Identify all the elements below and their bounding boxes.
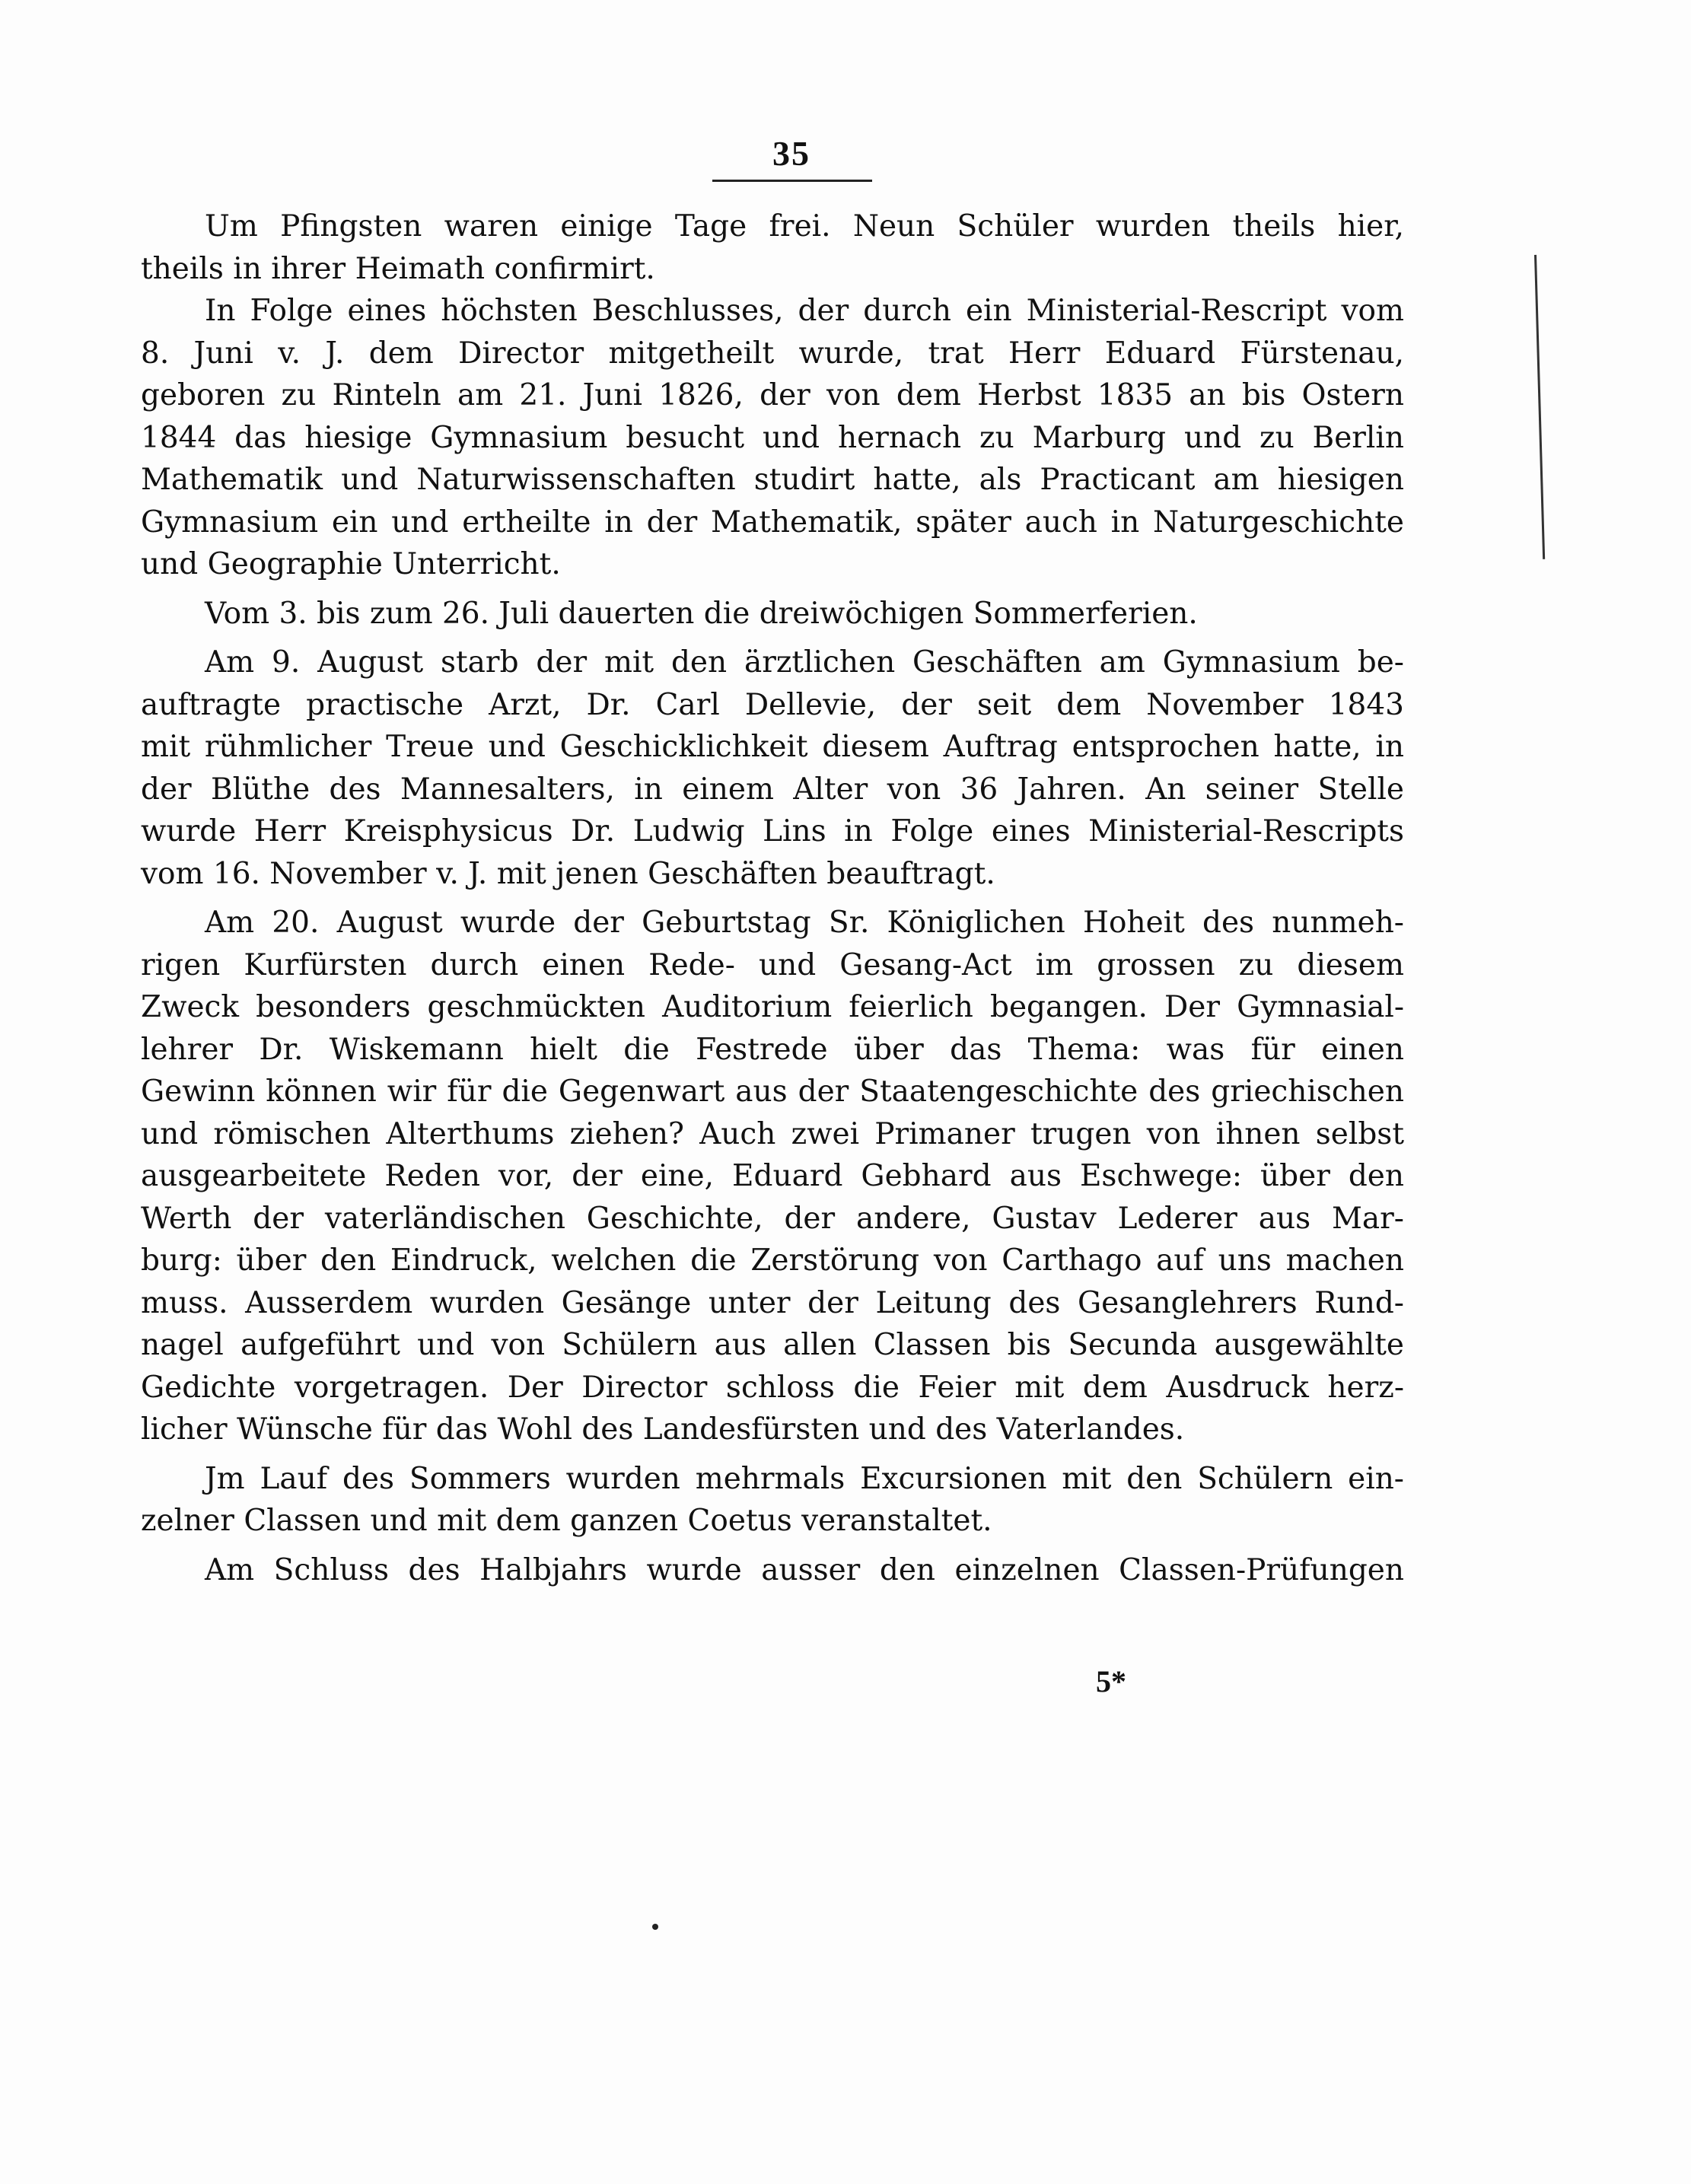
text-line: Am 20. August wurde der Geburtstag Sr. Königlichen Hoheit des nunmeh- bbox=[205, 906, 1404, 940]
text-line: Gymnasium ein und ertheilte in der Mathematik, später auch in Naturgeschichte bbox=[141, 505, 1404, 540]
text-line: der Blüthe des Mannesalters, in einem Alter von 36 Jahren. An seiner Stelle bbox=[141, 772, 1404, 807]
paragraph bbox=[141, 1549, 1404, 1592]
text-line: vom 16. November v. J. mit jenen Geschäften beauftragt. bbox=[141, 856, 995, 891]
paragraph bbox=[141, 593, 1404, 635]
paragraph bbox=[141, 642, 1404, 895]
paragraph-gap bbox=[141, 635, 1404, 642]
text-line: Gewinn können wir für die Gegenwart aus der Staatengeschichte des griechischen bbox=[141, 1074, 1404, 1109]
text-line: licher Wünsche für das Wohl des Landesfürsten und des Vaterlandes. bbox=[141, 1412, 1185, 1447]
text-line: Am 9. August starb der mit den ärztlichen Geschäften am Gymnasium be- bbox=[205, 645, 1404, 680]
paragraph bbox=[141, 902, 1404, 1451]
text-line: ausgearbeitete Reden vor, der eine, Eduard Gebhard aus Eschwege: über den bbox=[141, 1159, 1404, 1193]
text-line: Gedichte vorgetragen. Der Director schloss die Feier mit dem Ausdruck herz- bbox=[141, 1370, 1404, 1405]
paragraph-gap bbox=[141, 586, 1404, 593]
text-line: theils in ihrer Heimath confirmirt. bbox=[141, 251, 655, 286]
text-line: Zweck besonders geschmückten Auditorium feierlich begangen. Der Gymnasial- bbox=[141, 990, 1404, 1024]
ink-spot bbox=[652, 1924, 658, 1930]
text-line: mit rühmlicher Treue und Geschicklichkeit diesem Auftrag entsprochen hatte, in bbox=[141, 730, 1404, 764]
text-line: Um Pfingsten waren einige Tage frei. Neun Schüler wurden theils hier, bbox=[205, 209, 1404, 244]
text-line: lehrer Dr. Wiskemann hielt die Festrede über das Thema: was für einen bbox=[141, 1032, 1404, 1067]
text-line: und Geographie Unterricht. bbox=[141, 547, 561, 581]
text-line: und römischen Alterthums ziehen? Auch zwei Primaner trugen von ihnen selbst bbox=[141, 1116, 1404, 1151]
text-line: geboren zu Rinteln am 21. Juni 1826, der von dem Herbst 1835 an bis Ostern bbox=[141, 378, 1404, 412]
paragraph bbox=[141, 205, 1404, 290]
text-line: Vom 3. bis zum 26. Juli dauerten die dreiwöchigen Sommerferien. bbox=[205, 596, 1198, 631]
page-number: 35 bbox=[772, 134, 810, 173]
paragraph-gap bbox=[141, 895, 1404, 902]
text-line: In Folge eines höchsten Beschlusses, der durch ein Ministerial-Rescript vom bbox=[205, 294, 1404, 328]
text-line: Werth der vaterländischen Geschichte, der andere, Gustav Lederer aus Mar- bbox=[141, 1201, 1404, 1236]
text-line: Jm Lauf des Sommers wurden mehrmals Excursionen mit den Schülern ein- bbox=[205, 1461, 1404, 1496]
text-line: 1844 das hiesige Gymnasium besucht und hernach zu Marburg und zu Berlin bbox=[141, 420, 1404, 455]
text-line: Mathematik und Naturwissenschaften studirt hatte, als Practicant am hiesigen bbox=[141, 463, 1404, 497]
paragraph bbox=[141, 1458, 1404, 1542]
paragraph bbox=[141, 290, 1404, 586]
text-line: nagel aufgeführt und von Schülern aus allen Classen bis Secunda ausgewählte bbox=[141, 1328, 1404, 1362]
paragraph-gap bbox=[141, 1451, 1404, 1458]
text-line: auftragte practische Arzt, Dr. Carl Dellevie, der seit dem November 1843 bbox=[141, 687, 1404, 722]
text-line: rigen Kurfürsten durch einen Rede- und Gesang-Act im grossen zu diesem bbox=[141, 947, 1404, 982]
text-line: muss. Ausserdem wurden Gesänge unter der Leitung des Gesanglehrers Rund- bbox=[141, 1285, 1404, 1320]
margin-pencil-mark bbox=[1534, 255, 1545, 559]
body-text bbox=[141, 205, 1404, 1591]
text-line: zelner Classen und mit dem ganzen Coetus veranstaltet. bbox=[141, 1504, 992, 1538]
signature-mark: 5* bbox=[1096, 1664, 1126, 1698]
text-line: Am Schluss des Halbjahrs wurde ausser den einzelnen Classen-Prüfungen bbox=[205, 1552, 1404, 1587]
text-line: 8. Juni v. J. dem Director mitgetheilt wurde, trat Herr Eduard Fürstenau, bbox=[141, 336, 1404, 371]
header-rule bbox=[712, 180, 872, 182]
text-line: wurde Herr Kreisphysicus Dr. Ludwig Lins in Folge eines Ministerial-Rescripts bbox=[141, 814, 1404, 848]
paragraph-gap bbox=[141, 1542, 1404, 1549]
text-line: burg: über den Eindruck, welchen die Zerstörung von Carthago auf uns machen bbox=[141, 1243, 1404, 1278]
